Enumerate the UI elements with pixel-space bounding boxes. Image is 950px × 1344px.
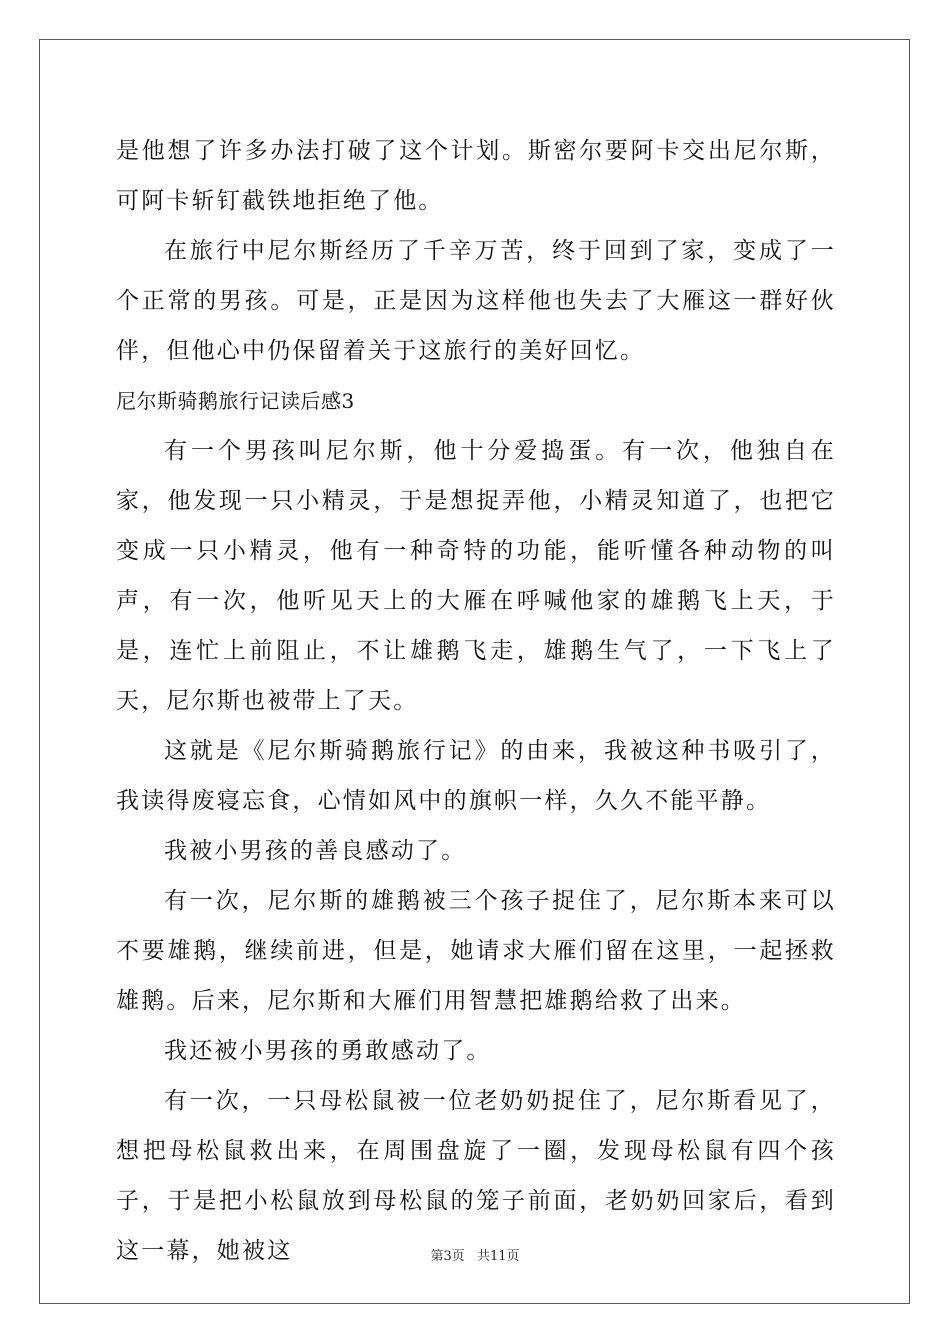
paragraph-4: 这就是《尼尔斯骑鹅旅行记》的由来，我被这种书吸引了，我读得废寝忘食，心情如风中的旗帜一样，久久不能平静。	[116, 738, 836, 814]
paragraph-5: 我被小男孩的善良感动了。	[164, 838, 467, 864]
paragraph-1: 是他想了许多办法打破了这个计划。斯密尔要阿卡交出尼尔斯，可阿卡斩钉截铁地拒绝了他。	[116, 138, 836, 214]
paragraph-6: 有一次，尼尔斯的雄鹅被三个孩子捉住了，尼尔斯本来可以不要雄鹅，继续前进，但是，她请求大雁们留在这里，一起拯救雄鹅。后来，尼尔斯和大雁们用智慧把雄鹅给救了出来。	[116, 888, 836, 1014]
paragraph-3: 有一个男孩叫尼尔斯，他十分爱捣蛋。有一次，他独自在家，他发现一只小精灵，于是想捉弄他，小精灵知道了，也把它变成一只小精灵，他有一种奇特的功能，能听懂各种动物的叫声，有一次，他听见天上的大雁在呼喊他家的雄鹅飞上天，于是，连忙上前阻止，不让雄鹅飞走，雄鹅生气了，一下飞上了天，尼尔斯也被带上了天。	[116, 438, 836, 714]
page-footer	[0, 1245, 950, 1264]
page-number: 第3页	[430, 1249, 465, 1264]
section-heading: 尼尔斯骑鹅旅行记读后感3	[116, 389, 355, 413]
document-body	[116, 126, 836, 1276]
page-total: 共11页	[476, 1249, 520, 1264]
paragraph-7: 我还被小男孩的勇敢感动了。	[164, 1038, 492, 1064]
paragraph-8: 有一次，一只母松鼠被一位老奶奶捉住了，尼尔斯看见了，想把母松鼠救出来，在周围盘旋了一圈，发现母松鼠有四个孩子，于是把小松鼠放到母松鼠的笼子前面，老奶奶回家后，看到这一幕，她被这	[116, 1088, 836, 1264]
paragraph-2: 在旅行中尼尔斯经历了千辛万苦，终于回到了家，变成了一个正常的男孩。可是，正是因为这样他也失去了大雁这一群好伙伴，但他心中仍保留着关于这旅行的美好回忆。	[116, 238, 836, 364]
